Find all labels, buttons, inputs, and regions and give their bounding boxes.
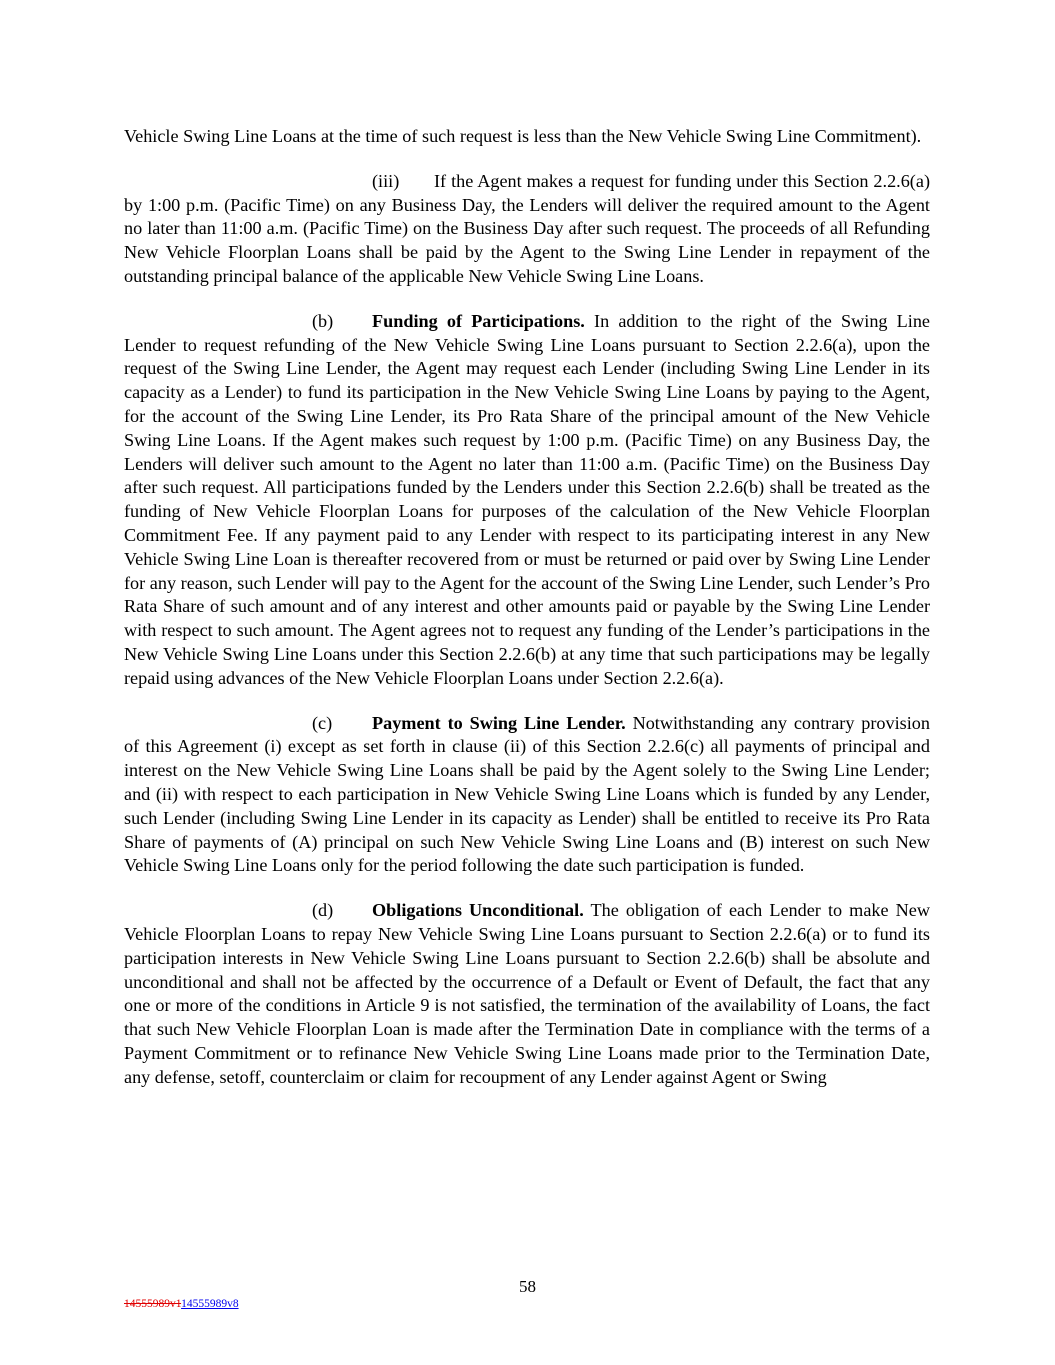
deleted-doc-id: 14555989v1: [124, 1298, 182, 1310]
clause-b-paragraph: [124, 310, 930, 691]
document-id: [124, 1298, 239, 1310]
clause-marker: (iii): [372, 170, 400, 191]
paragraph-text: In addition to the right of the Swing Line Lender to request refunding of the New Vehicle Swing Line Loans pursuant to Section 2.2.6(a), upon the request of the Swing Line Lender, the Agent may request each Lender (including Swing Line Lender in its capacity as a Lender) to fund its participation in the New Vehicle Swing Line Loans by paying to the Agent, for the account of the Swing Line Lender, its Pro Rata Share of the principal amount of the New Vehicle Swing Line Loans. If the Agent makes such request by 1:00 p.m. (Pacific Time) on any Business Day, the Lenders will deliver such amount to the Agent no later than 11:00 a.m. (Pacific Time) on the Business Day after such request. All participations funded by the Lenders under this Section 2.2.6(b) shall be treated as the funding of New Vehicle Floorplan Loans for purposes of the calculation of the New Vehicle Floorplan Commitment Fee. If any payment paid to any Lender with respect to its participating interest in any New Vehicle Swing Line Loan is thereafter recovered from or must be returned or paid over by Swing Line Lender for any reason, such Lender will pay to the Agent for the account of the Swing Line Lender, such Lender’s Pro Rata Share of such amount and of any interest and other amounts paid or payable by the Swing Line Lender with respect to such amount. The Agent agrees not to request any funding of the Lender’s participations in the New Vehicle Swing Line Loans under this Section 2.2.6(b) at any time that such participations may be legally repaid using advances of the New Vehicle Floorplan Loans under Section 2.2.6(a).: [124, 310, 931, 688]
paragraph-text: Vehicle Swing Line Loans at the time of such request is less than the New Vehicle Swing Line Commitment).: [124, 126, 922, 146]
clause-heading: Payment to Swing Line Lender.: [372, 712, 626, 733]
document-body: [124, 125, 930, 1110]
paragraph-text: The obligation of each Lender to make New Vehicle Floorplan Loans to repay New Vehicle Swing Line Loans pursuant to Section 2.2.6(a) or to fund its participation interests in New Vehicle Swing Line Loans pursuant to Section 2.2.6(b) shall be absolute and unconditional and shall not be affected by the occurrence of a Default or Event of Default, the fact that any one or more of the conditions in Article 9 is not satisfied, the termination of the availability of Loans, the fact that such New Vehicle Floorplan Loan is made after the Termination Date in compliance with the terms of a Payment Commitment or to refinance New Vehicle Swing Line Loans made prior to the Termination Date, any defense, setoff, counterclaim or claim for recoupment of any Lender against Agent or Swing: [124, 900, 930, 1087]
continuation-paragraph: [124, 125, 930, 149]
clause-heading: Obligations Unconditional.: [372, 900, 584, 921]
clause-heading: Funding of Participations.: [372, 310, 585, 331]
clause-c-paragraph: [124, 712, 930, 879]
paragraph-text: Notwithstanding any contrary provision of this Agreement (i) except as set forth in clause (ii) of this Section 2.2.6(c) all payments of principal and interest on the New Vehicle Swing Line Loans shall be paid by the Agent solely to the Swing Line Lender; and (ii) with respect to each participation in New Vehicle Swing Line Loans which is funded by any Lender, such Lender (including Swing Line Lender in its capacity as Lender) shall be entitled to receive its Pro Rata Share of payments of (A) principal on such New Vehicle Swing Line Loans and (B) interest on such New Vehicle Swing Line Loans only for the period following the date such participation is funded.: [124, 712, 930, 876]
clause-marker: (b): [312, 310, 334, 331]
page-number: 58: [519, 1277, 536, 1296]
clause-iii-paragraph: [124, 170, 930, 289]
paragraph-text: If the Agent makes a request for funding under this Section 2.2.6(a) by 1:00 p.m. (Pacific Time) on any Business Day, the Lenders will deliver the required amount to the Agent no later than 11:00 a.m. (Pacific Time) on the Business Day after such request. The proceeds of all Refunding New Vehicle Floorplan Loans shall be paid by the Agent to the Swing Line Lender in repayment of the outstanding principal balance of the applicable New Vehicle Swing Line Loans.: [124, 170, 930, 286]
clause-marker: (d): [312, 900, 334, 921]
clause-d-paragraph: [124, 899, 930, 1089]
inserted-doc-id: 14555989v8: [181, 1298, 239, 1310]
clause-marker: (c): [312, 712, 333, 733]
